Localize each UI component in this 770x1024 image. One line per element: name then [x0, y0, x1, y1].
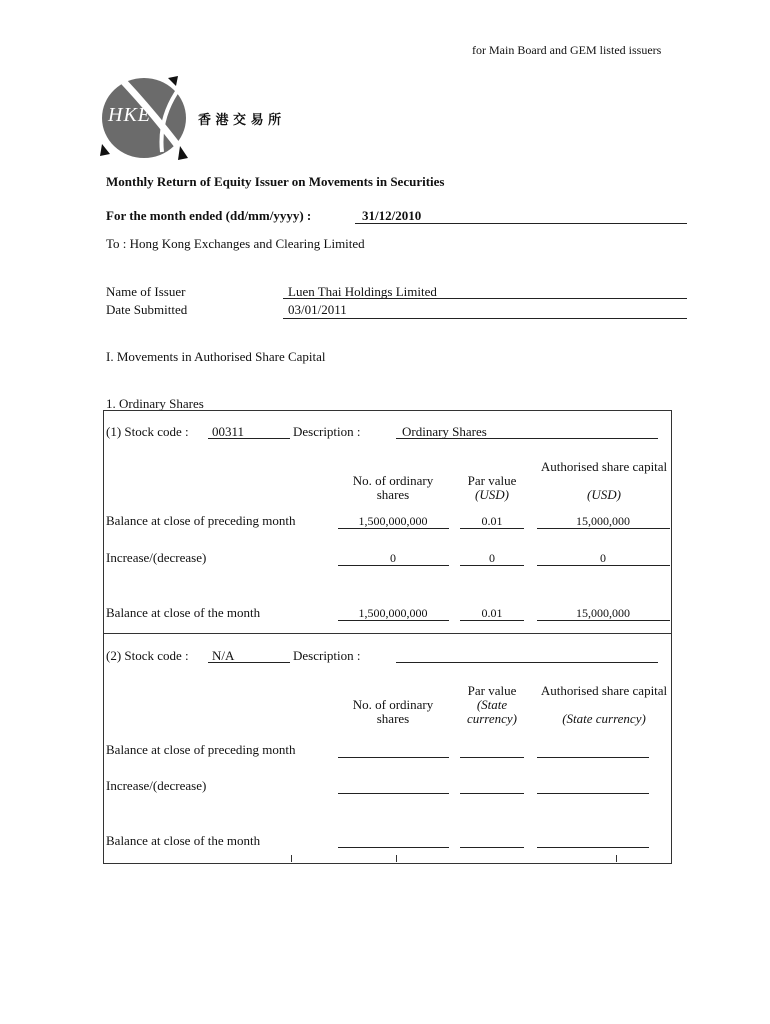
row-label-increase-1: Increase/(decrease)	[106, 550, 207, 565]
cell-shares-increase-1: 0	[390, 551, 396, 565]
section-title: I. Movements in Authorised Share Capital	[106, 349, 326, 364]
row-label-increase-2: Increase/(decrease)	[106, 778, 207, 793]
uline-auth-preceding-1	[537, 528, 670, 529]
description-underline-2	[396, 662, 658, 663]
col-header-auth-1: Authorised share capital	[540, 459, 668, 474]
cell-shares-close-1: 1,500,000,000	[358, 606, 428, 620]
bottom-tick	[616, 855, 617, 862]
row-label-preceding-2: Balance at close of preceding month	[106, 742, 296, 757]
stock-code-label-1: (1) Stock code :	[106, 424, 189, 439]
cell-auth-close-1: 15,000,000	[576, 606, 630, 620]
month-ended-underline	[355, 223, 687, 224]
cell-par-close-1: 0.01	[481, 606, 503, 620]
uline-shares-close-2	[338, 847, 449, 848]
month-ended-value: 31/12/2010	[362, 208, 422, 223]
uline-par-increase-2	[460, 793, 524, 794]
bottom-tick	[291, 855, 292, 862]
description-label-2: Description :	[293, 648, 361, 663]
uline-par-preceding-1	[460, 528, 524, 529]
uline-shares-increase-2	[338, 793, 449, 794]
col-header-auth-unit-1: (USD)	[587, 487, 621, 502]
description-label-1: Description :	[293, 424, 361, 439]
date-submitted-underline	[283, 318, 687, 319]
col-header-par-2: Par value	[467, 683, 517, 698]
uline-auth-increase-2	[537, 793, 649, 794]
row-label-preceding-1: Balance at close of preceding month	[106, 513, 296, 528]
uline-par-increase-1	[460, 565, 524, 566]
issuer-name-value: Luen Thai Holdings Limited	[288, 284, 437, 299]
uline-auth-close-1	[537, 620, 670, 621]
col-header-par-1: Par value	[467, 473, 517, 488]
issuer-name-underline	[283, 298, 687, 299]
cell-auth-increase-1: 0	[600, 551, 606, 565]
uline-shares-preceding-2	[338, 757, 449, 758]
bottom-tick	[396, 855, 397, 862]
row-label-close-2: Balance at close of the month	[106, 833, 261, 848]
uline-par-close-2	[460, 847, 524, 848]
subsection-title: 1. Ordinary Shares	[106, 396, 204, 411]
uline-auth-preceding-2	[537, 757, 649, 758]
logo-text: HKE	[108, 104, 151, 126]
logo-chinese-text: 香 港 交 易 所	[198, 113, 282, 128]
col-header-par-unit-1: (USD)	[475, 487, 509, 502]
cell-auth-preceding-1: 15,000,000	[576, 514, 630, 528]
col-header-auth-2: Authorised share capital	[540, 683, 668, 698]
col-header-par-unit-2: (State currency)	[466, 697, 518, 726]
cell-shares-preceding-1: 1,500,000,000	[358, 514, 428, 528]
table-class-divider	[103, 633, 671, 634]
uline-par-close-1	[460, 620, 524, 621]
date-submitted-value: 03/01/2011	[288, 302, 347, 317]
description-value-1: Ordinary Shares	[402, 424, 487, 439]
page-title: Monthly Return of Equity Issuer on Movements in Securities	[106, 174, 445, 189]
date-submitted-label: Date Submitted	[106, 302, 188, 317]
uline-shares-close-1	[338, 620, 449, 621]
cell-par-preceding-1: 0.01	[481, 514, 503, 528]
uline-shares-increase-1	[338, 565, 449, 566]
description-underline-1	[396, 438, 658, 439]
uline-auth-increase-1	[537, 565, 670, 566]
stock-code-value-2: N/A	[212, 648, 235, 663]
month-ended-label: For the month ended (dd/mm/yyyy) :	[106, 208, 312, 223]
uline-shares-preceding-1	[338, 528, 449, 529]
cell-par-increase-1: 0	[489, 551, 495, 565]
to-line: To : Hong Kong Exchanges and Clearing Limited	[106, 236, 365, 251]
stock-code-underline-2	[208, 662, 290, 663]
issuer-scope-note: for Main Board and GEM listed issuers	[472, 43, 662, 57]
stock-code-underline-1	[208, 438, 290, 439]
issuer-name-label: Name of Issuer	[106, 284, 186, 299]
stock-code-label-2: (2) Stock code :	[106, 648, 189, 663]
uline-auth-close-2	[537, 847, 649, 848]
col-header-shares-2: No. of ordinary shares	[352, 697, 434, 726]
col-header-auth-unit-2: (State currency)	[562, 711, 646, 726]
stock-code-value-1: 00311	[212, 424, 245, 439]
row-label-close-1: Balance at close of the month	[106, 605, 261, 620]
col-header-shares-1: No. of ordinary shares	[352, 473, 434, 502]
uline-par-preceding-2	[460, 757, 524, 758]
